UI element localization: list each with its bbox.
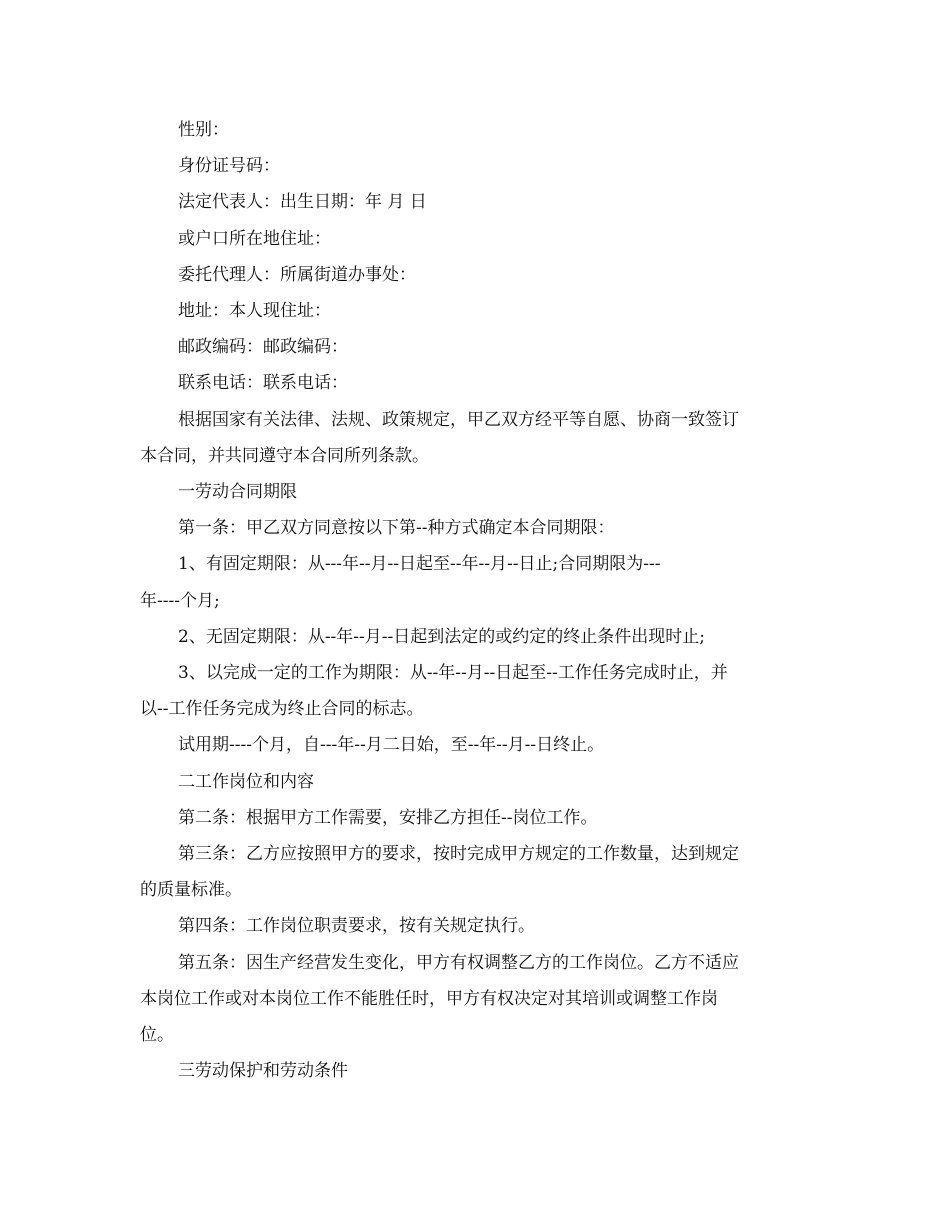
article-5 [140,945,820,1054]
article-line: 第五条：因生产经营发生变化，甲方有权调整乙方的工作岗位。乙方不适应 [178,952,739,973]
article-line: 位。 [140,1025,174,1046]
section-heading-term: 一劳动合同期限 [178,482,297,503]
probation-period: 试用期----个月，自---年--月二日始，至--年--月--日终止。 [178,735,605,756]
field-id-number: 身份证号码： [178,156,280,177]
intro-line: 本合同，并共同遵守本合同所列条款。 [140,445,429,466]
article-2: 第二条：根据甲方工作需要，安排乙方担任--岗位工作。 [178,807,598,828]
article-1-option-1 [140,546,820,618]
article-4: 第四条：工作岗位职责要求，按有关规定执行。 [178,916,535,937]
option-line: 3、以完成一定的工作为期限：从--年--月--日起至--工作任务完成时止，并 [178,663,728,684]
document-body [140,112,820,1089]
option-line: 以--工作任务完成为终止合同的标志。 [140,699,424,720]
field-legal-rep-birthdate: 法定代表人：出生日期：年 月 日 [178,192,427,213]
section-heading-position: 二工作岗位和内容 [178,771,314,792]
field-phone: 联系电话：联系电话： [178,373,348,394]
article-1: 第一条：甲乙双方同意按以下第--种方式确定本合同期限： [178,518,615,539]
option-line: 年----个月; [140,590,220,611]
intro-line: 根据国家有关法律、法规、政策规定，甲乙双方经平等自愿、协商一致签订 [178,409,739,430]
field-postcode: 邮政编码：邮政编码： [178,337,348,358]
article-line: 的质量标准。 [140,880,242,901]
option-line: 1、有固定期限：从---年--月--日起至--年--月--日止;合同期限为--- [178,554,661,575]
section-heading-protection: 三劳动保护和劳动条件 [178,1061,348,1082]
article-1-option-3 [140,655,820,727]
field-address: 地址：本人现住址： [178,301,331,322]
field-gender: 性别： [178,120,229,140]
intro-paragraph [140,402,820,474]
article-1-option-2: 2、无固定期限：从--年--月--日起到法定的或约定的终止条件出现时止; [178,626,706,647]
article-line: 本岗位工作或对本岗位工作不能胜任时，甲方有权决定对其培训或调整工作岗 [140,988,718,1009]
article-line: 第三条：乙方应按照甲方的要求，按时完成甲方规定的工作数量，达到规定 [178,844,739,865]
field-household-address: 或户口所在地住址： [178,228,331,249]
field-agent-subdistrict: 委托代理人：所属街道办事处： [178,264,416,285]
article-3 [140,836,820,908]
